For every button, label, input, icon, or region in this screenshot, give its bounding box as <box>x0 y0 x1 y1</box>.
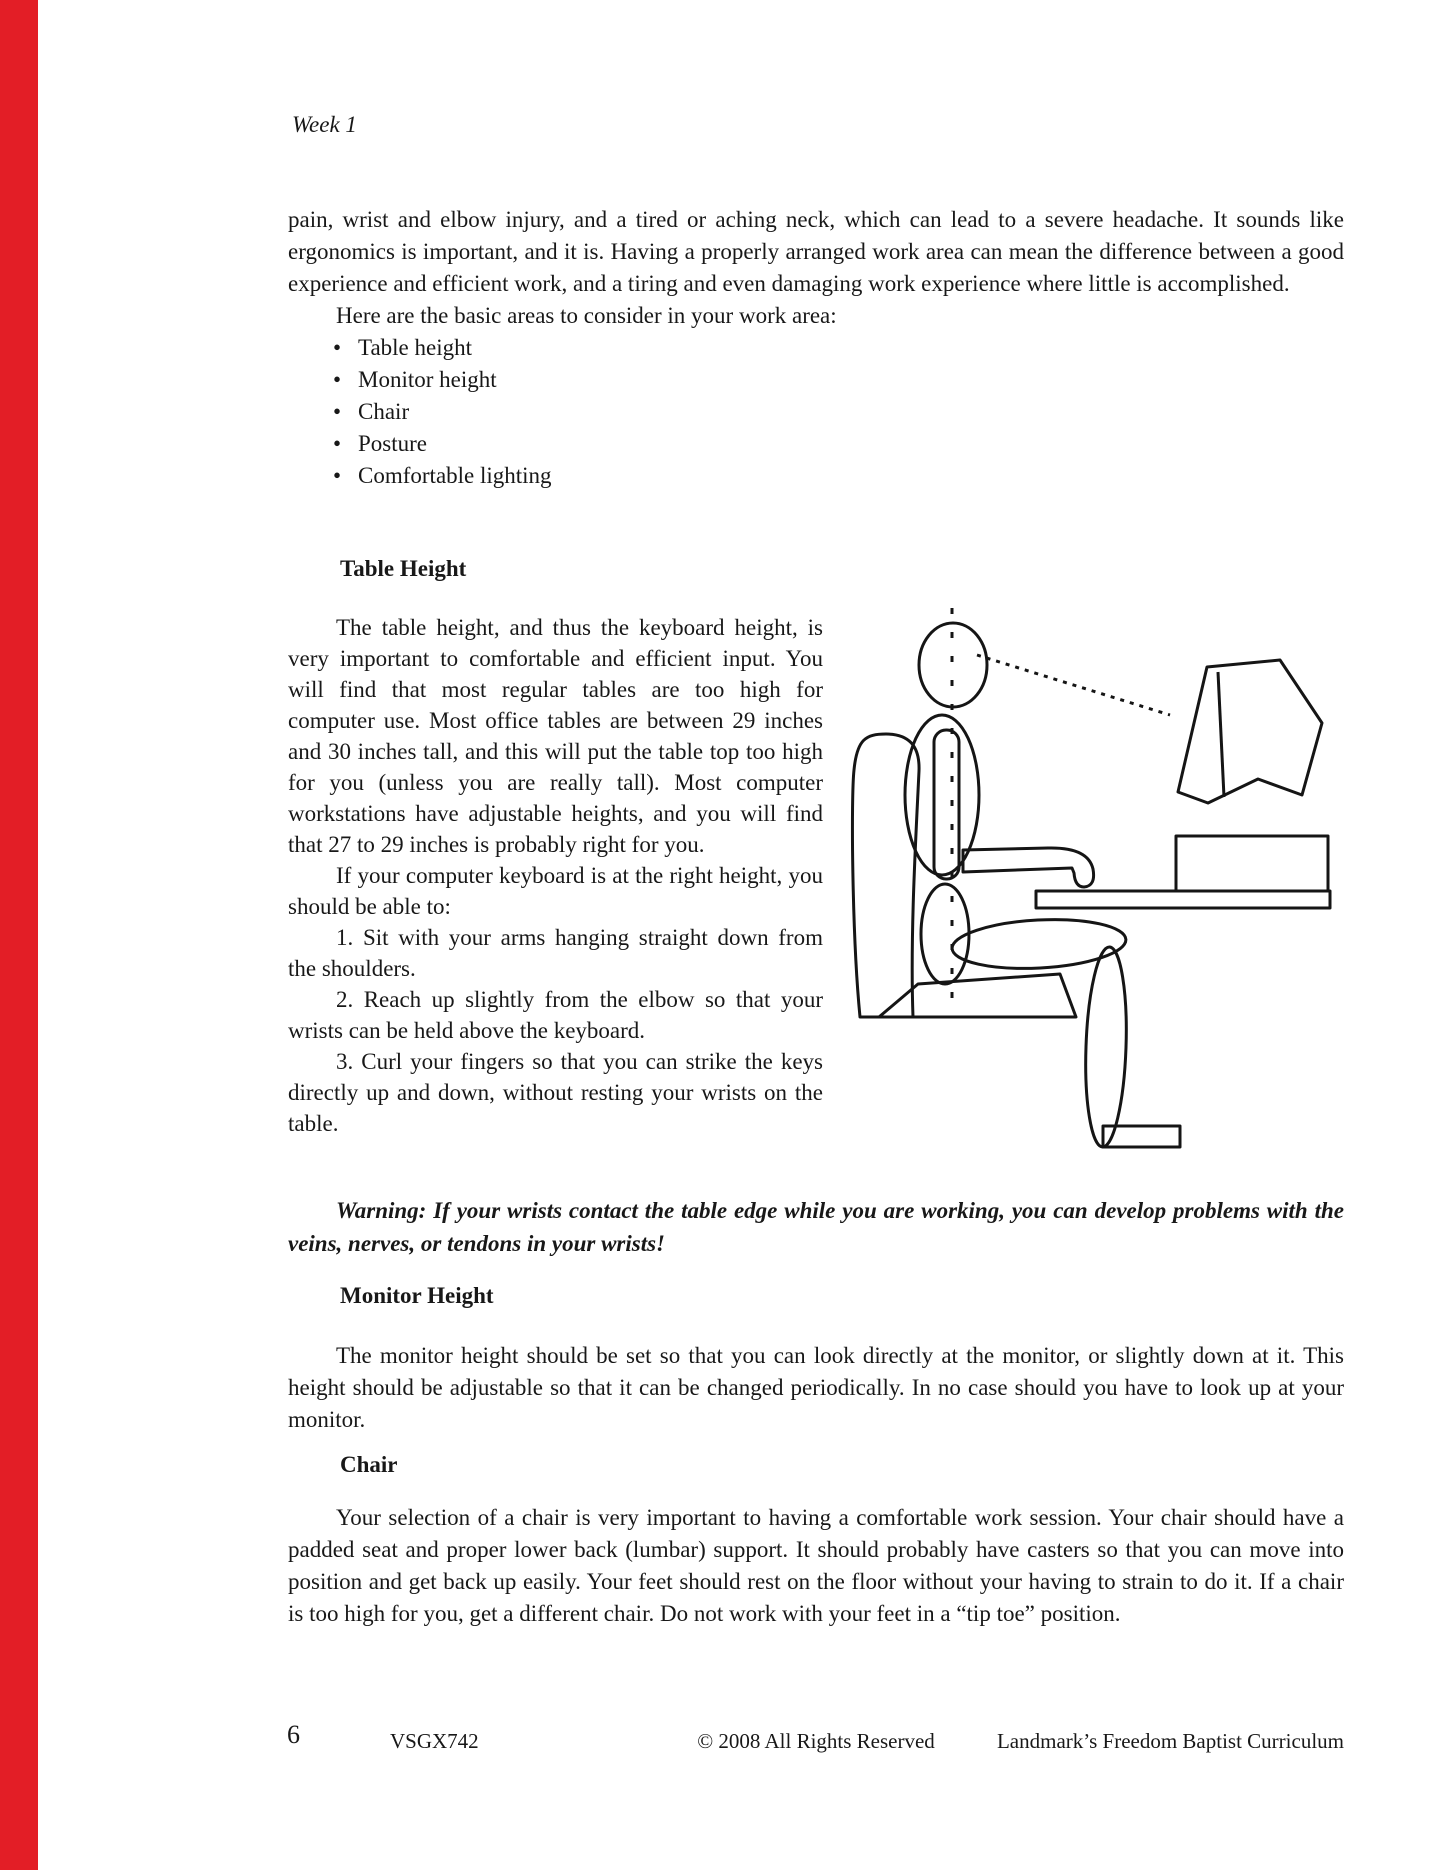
list-item-label: Posture <box>358 431 427 456</box>
section-heading-chair: Chair <box>340 1452 398 1477</box>
eye-to-monitor-dotted-line <box>977 655 1170 715</box>
footer-copyright: © 2008 All Rights Reserved <box>697 1729 935 1753</box>
table-height-paragraph-2: If your computer keyboard is at the right height, you should be able to: <box>288 863 823 919</box>
person-lower-leg <box>1083 946 1130 1147</box>
numbered-item-1: 1. Sit with your arms hanging straight down from the shoulders. <box>288 925 823 981</box>
list-item-label: Comfortable lighting <box>358 463 552 488</box>
bullet-icon: • <box>333 399 342 424</box>
bullet-icon: • <box>333 431 342 456</box>
chair-backrest <box>852 734 919 1017</box>
person-arm <box>963 848 1094 887</box>
warning-paragraph: Warning: If your wrists contact the table edge while you are working, you can develop problems with the veins, nerves, or tendons in your wrists! <box>288 1198 1344 1256</box>
chair-paragraph: Your selection of a chair is very important to having a comfortable work session. Your chair should have a padded seat and proper lower back (lumbar) support. It should probably have casters so that you can move into position and get back up easily. Your feet should rest on the floor without your having to strain to do it. If a chair is too high for you, get a different chair. Do not work with your feet in a “tip toe” position. <box>288 1505 1344 1626</box>
ergonomics-posture-illustration <box>850 605 1340 1150</box>
monitor-height-paragraph: The monitor height should be set so that you can look directly at the monitor, or slightly down at it. This height should be adjustable so that it can be changed periodically. In no case should you have to look up at your monitor. <box>288 1343 1344 1432</box>
desk-top <box>1036 891 1330 908</box>
page-number: 6 <box>287 1720 300 1749</box>
footer-publisher: Landmark’s Freedom Baptist Curriculum <box>996 1729 1344 1753</box>
monitor <box>1178 660 1322 803</box>
bullet-icon: • <box>333 463 342 488</box>
intro-block <box>288 204 1344 492</box>
person-spine <box>934 730 959 879</box>
list-item <box>288 428 1344 460</box>
numbered-item-3: 3. Curl your fingers so that you can strike the keys directly up and down, without resting your wrists on the table. <box>288 1049 823 1136</box>
table-height-paragraph-1: The table height, and thus the keyboard height, is very important to comfortable and efficient input. You will find that most regular tables are too high for computer use. Most office tables are between 29 inches and 30 inches tall, and this will put the table top too high for you (unless you are really tall). Most computer workstations have adjustable heights, and you will find that 27 to 29 inches is probably right for you. <box>288 615 823 857</box>
red-edge-stripe <box>0 0 38 1870</box>
list-item <box>288 364 1344 396</box>
section-heading-monitor-height: Monitor Height <box>340 1283 494 1308</box>
chair-seat <box>879 974 1076 1017</box>
person-hips <box>921 884 969 984</box>
list-item <box>288 332 1344 364</box>
numbered-item-2: 2. Reach up slightly from the elbow so that your wrists can be held above the keyboard. <box>288 987 823 1043</box>
list-intro: Here are the basic areas to consider in your work area: <box>336 303 837 328</box>
monitor-screen-edge <box>1218 672 1224 797</box>
footer-code: VSGX742 <box>390 1729 479 1753</box>
list-item-label: Table height <box>358 335 472 360</box>
list-item <box>288 460 1344 492</box>
work-area-bullet-list <box>288 332 1344 492</box>
person-thigh <box>951 915 1127 972</box>
bullet-icon: • <box>333 335 342 360</box>
keyboard <box>1176 836 1328 891</box>
intro-paragraph: pain, wrist and elbow injury, and a tired or aching neck, which can lead to a severe headache. It sounds like ergonomics is important, and it is. Having a properly arranged work area can mean the difference between a good experience and efficient work, and a tiring and even damaging work experience where little is accomplished. <box>288 207 1344 296</box>
week-header: Week 1 <box>292 112 357 137</box>
table-height-column <box>288 612 823 1139</box>
section-heading-table-height: Table Height <box>340 556 467 581</box>
list-item <box>288 396 1344 428</box>
bullet-icon: • <box>333 367 342 392</box>
list-item-label: Chair <box>358 399 410 424</box>
list-item-label: Monitor height <box>358 367 497 392</box>
